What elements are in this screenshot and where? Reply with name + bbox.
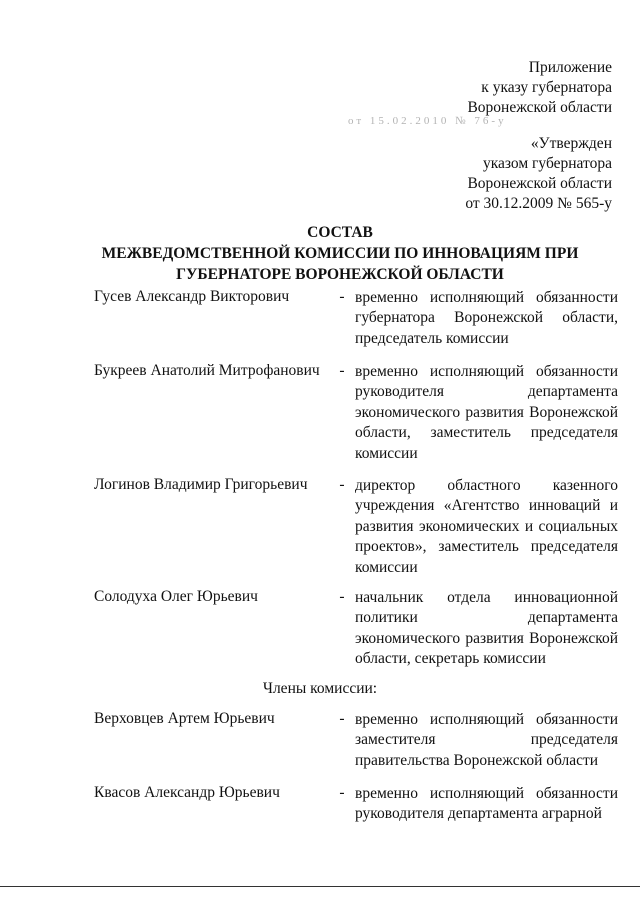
person-position: временно исполняющий обязанности губернатора Воронежской области, председатель комиссии — [355, 289, 618, 347]
title-line: ГУБЕРНАТОРЕ ВОРОНЕЖСКОЙ ОБЛАСТИ — [176, 266, 504, 283]
person-name: Гусев Александр Викторович — [94, 288, 290, 305]
dash: - — [339, 288, 345, 305]
person-position: временно исполняющий обязанности руководителя департамента экономического развития Воронежской области, заместитель председателя комиссии — [355, 363, 618, 462]
person-name: Солодуха Олег Юрьевич — [94, 588, 258, 605]
appendix-block — [332, 58, 612, 118]
person-position: временно исполняющий обязанности руководителя департамента аграрной — [355, 785, 618, 823]
faded-decree-number: от 15.02.2010 № 76-у — [348, 115, 507, 127]
members-heading: Члены комиссии: — [262, 680, 378, 697]
page-bottom-rule — [0, 886, 640, 887]
person-name: Букреев Анатолий Митрофанович — [94, 362, 320, 379]
approval-line: «Утвержден — [530, 135, 612, 152]
person-position: начальник отдела инновационной политики департамента экономического развития Воронежской области, секретарь комиссии — [355, 589, 618, 668]
title-line: МЕЖВЕДОМСТВЕННОЙ КОМИССИИ ПО ИННОВАЦИЯМ ПРИ — [101, 245, 579, 262]
dash: - — [339, 784, 345, 801]
person-name: Квасов Александр Юрьевич — [94, 784, 280, 801]
approval-line: Воронежской области — [467, 175, 612, 192]
document-title — [60, 222, 620, 285]
appendix-line: к указу губернатора — [481, 79, 612, 96]
person-position: директор областного казенного учреждения «Агентство инноваций и развития экономических и социальных проектов», заместитель председателя комиссии — [355, 477, 618, 576]
approval-line: от 30.12.2009 № 565-у — [465, 195, 612, 212]
approval-line: указом губернатора — [482, 155, 612, 172]
dash: - — [339, 588, 345, 605]
appendix-line: Воронежской области — [467, 99, 612, 116]
dash: - — [339, 476, 345, 493]
approval-block — [332, 134, 612, 214]
dash: - — [339, 710, 345, 727]
person-name: Верховцев Артем Юрьевич — [94, 710, 275, 727]
appendix-line: Приложение — [528, 59, 612, 76]
dash: - — [339, 362, 345, 379]
person-name: Логинов Владимир Григорьевич — [94, 476, 308, 493]
title-line: СОСТАВ — [307, 224, 373, 241]
person-position: временно исполняющий обязанности заместителя председателя правительства Воронежской области — [355, 711, 618, 769]
